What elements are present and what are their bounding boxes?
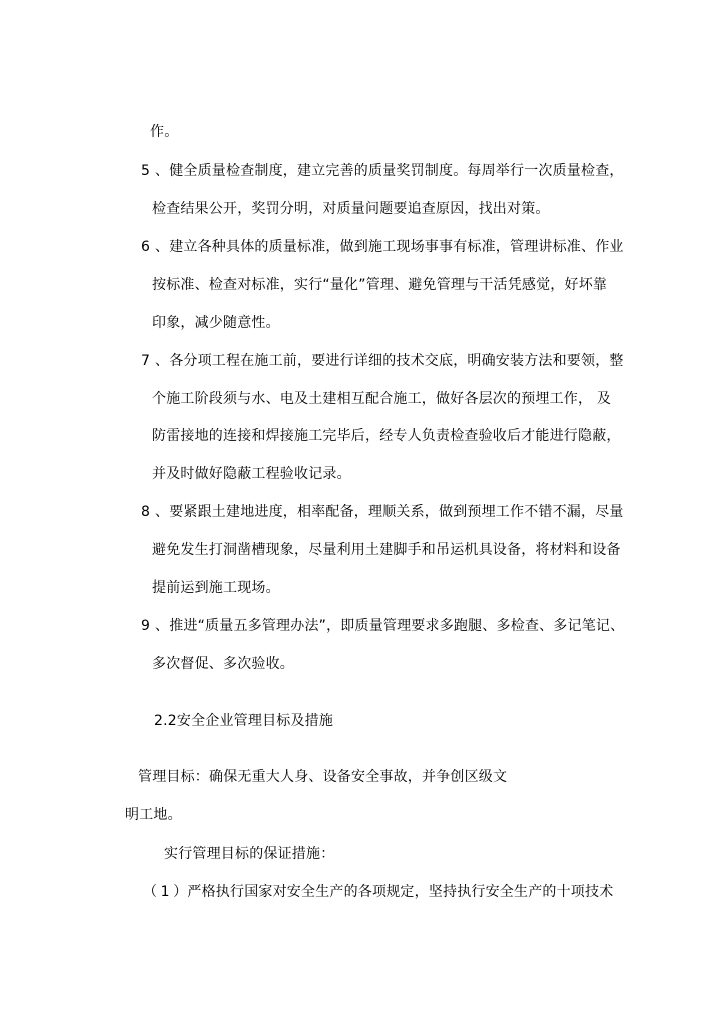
measures-heading: 实行管理目标的保证措施： [164,846,335,862]
list-item-8-line-3: 提前运到施工现场。 [152,580,280,596]
list-number: 5 [141,163,151,179]
list-item-8-line-2: 避免发生打洞凿槽现象，尽量利用土建脚手和吊运机具设备，将材料和设备 [152,542,621,558]
list-number: 9 [141,618,151,634]
list-text: 、各分项工程在施工前，要进行详细的技术交底，明确安装方法和要领，整 [155,353,624,369]
list-item-9-line-2: 多次督促、多次验收。 [152,656,294,672]
list-number: 6 [141,239,151,255]
list-item-8-line-1 [141,503,624,521]
list-text: 、要紧跟土建地进度，相率配备，理顺关系，做到预埋工作不错不漏，尽量 [155,504,624,520]
paragraph-continuation: 作。 [150,124,179,140]
list-text: 、建立各种具体的质量标准，做到施工现场事事有标准，管理讲标准、作业 [155,239,624,255]
list-item-6-line-2: 按标准、检查对标准，实行“量化”管理、避免管理与干活凭感觉，好坏靠 [152,277,608,293]
list-item-6-line-3: 印象，减少随意性。 [152,315,280,331]
measure-1-line-1 [143,883,613,901]
management-goal-line-1: 管理目标：确保无重大人身、设备安全事故，并争创区级文 [138,769,508,785]
list-number: 7 [141,353,151,369]
list-item-9-line-1 [141,617,624,635]
management-goal-line-2: 明工地。 [125,807,182,823]
list-number: 8 [141,504,151,520]
list-text: ）严格执行国家对安全生产的各项规定，坚持执行安全生产的十项技术 [173,884,614,900]
list-text: 、推进“质量五多管理办法”，即质量管理要求多跑腿、多检查、多记笔记、 [155,618,625,634]
list-item-7-line-1 [141,352,624,370]
list-item-7-line-2: 个施工阶段须与水、电及土建相互配合施工，做好各层次的预埋工作， 及 [152,391,612,407]
section-heading: 2.2安全企业管理目标及措施 [154,713,334,729]
list-text: 、健全质量检查制度，建立完善的质量奖罚制度。每周举行一次质量检查， [155,163,624,179]
list-item-5-line-1 [141,162,624,180]
list-item-7-line-3: 防雷接地的连接和焊接施工完毕后，经专人负责检查验收后才能进行隐蔽， [152,428,621,444]
paren-open: （ [143,884,158,900]
list-item-6-line-1 [141,238,624,256]
list-item-7-line-4: 并及时做好隐蔽工程验收记录。 [152,466,351,482]
list-item-5-line-2: 检查结果公开，奖罚分明，对质量问题要追查原因，找出对策。 [152,201,550,217]
list-number: 1 [160,884,170,900]
